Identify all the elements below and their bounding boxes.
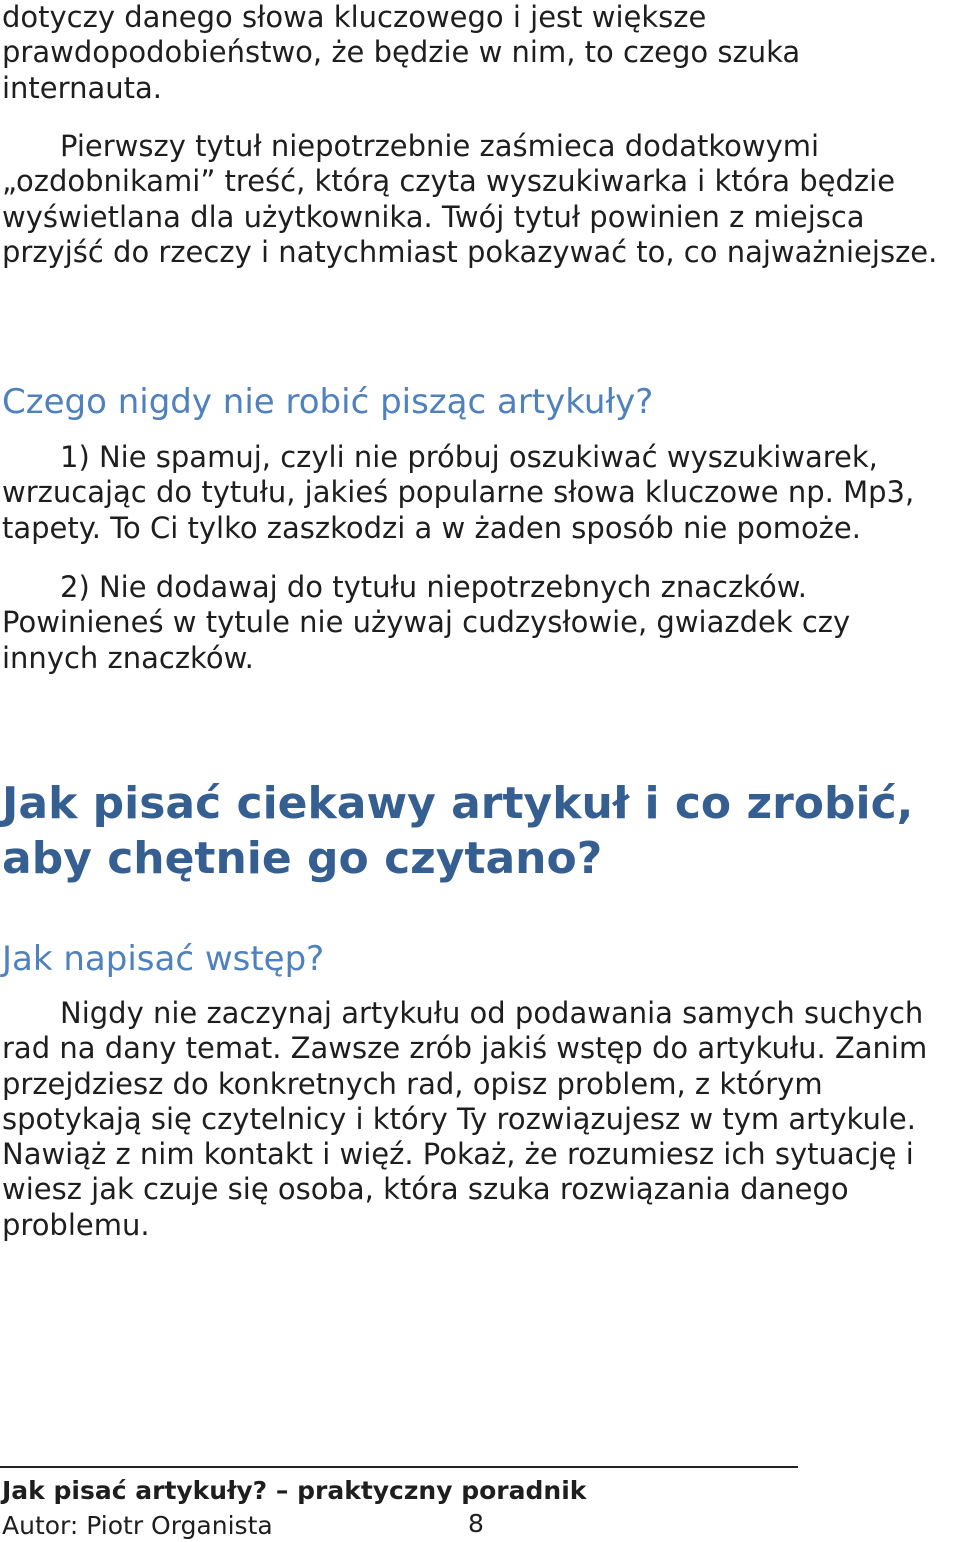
heading-what-not-to-do: Czego nigdy nie robić pisząc artykuły? [2,382,654,422]
heading-interesting-article: Jak pisać ciekawy artykuł i co zrobić, aby chętnie go czytano? [2,778,914,884]
footer-divider [0,1466,798,1468]
heading-how-to-write-intro: Jak napisać wstęp? [2,939,325,979]
footer-author: Autor: Piotr Organista [2,1511,273,1540]
page-number: 8 [468,1509,484,1538]
paragraph-title-keyword-continuation: dotyczy danego słowa kluczowego i jest większe prawdopodobieństwo, że będzie w nim, to czego szuka internauta. [2,0,801,105]
paragraph-first-title-critique: Pierwszy tytuł niepotrzebnie zaśmieca dodatkowymi „ozdobnikami” treść, którą czyta wyszukiwarka i która będzie wyświetlana dla użytkownika. Twój tytuł powinien z miejsca przyjść do rzeczy i natychmiast pokazywać to, co najważniejsze. [2,129,938,269]
paragraph-rule-no-symbols: 2) Nie dodawaj do tytułu niepotrzebnych znaczków. Powinieneś w tytule nie używaj cudzysłowie, gwiazdek czy innych znaczków. [2,570,851,675]
paragraph-intro-advice: Nigdy nie zaczynaj artykułu od podawania samych suchych rad na dany temat. Zawsze zrób jakiś wstęp do artykułu. Zanim przejdziesz do konkretnych rad, opisz problem, z którym spotykają się czytelnicy i który Ty rozwiązujesz w tym artykule. Nawiąż z nim kontakt i więź. Pokaż, że rozumiesz ich sytuację i wiesz jak czuje się osoba, która szuka rozwiązania danego problemu. [2,996,928,1242]
footer-book-title: Jak pisać artykuły? – praktyczny poradnik [2,1476,587,1505]
paragraph-rule-no-spam: 1) Nie spamuj, czyli nie próbuj oszukiwać wyszukiwarek, wrzucając do tytułu, jakieś popularne słowa kluczowe np. Mp3, tapety. To Ci tylko zaszkodzi a w żaden sposób nie pomoże. [2,440,915,545]
